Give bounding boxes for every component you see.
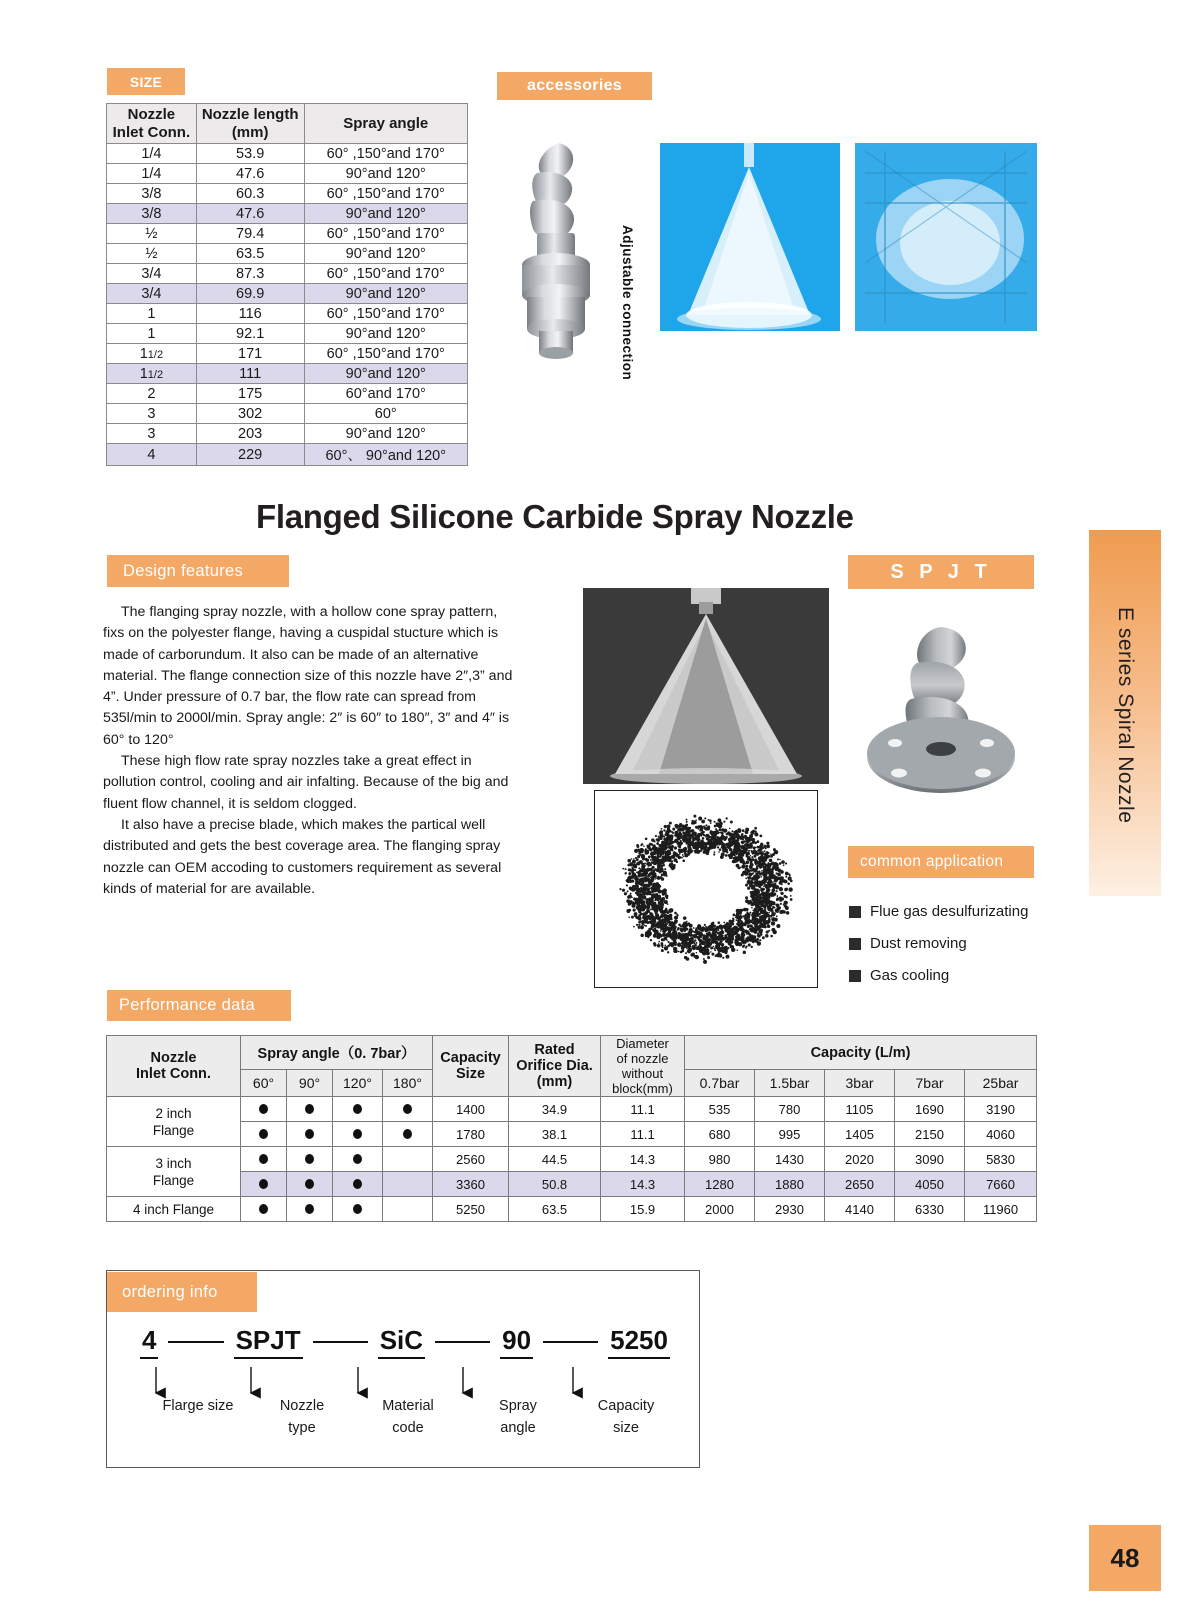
perf-cell-capacity: 535	[685, 1097, 755, 1122]
size-col-nozzle-length	[196, 104, 304, 144]
filled-dot-icon	[259, 1154, 268, 1164]
size-col-nozzle-conn	[107, 104, 197, 144]
size-table-row	[107, 244, 468, 264]
perf-capsize-l1: Capacity	[440, 1050, 501, 1066]
size-cell-angle: 90°and 120°	[304, 284, 468, 304]
filled-dot-icon	[259, 1179, 268, 1189]
size-table-row	[107, 204, 468, 224]
size-cell-angle: 90°and 120°	[304, 324, 468, 344]
filled-dot-icon	[259, 1129, 268, 1139]
flanged-spiral-nozzle-photo	[855, 615, 1035, 805]
ordering-connector-dash	[435, 1341, 490, 1343]
ordering-code-segment: 4	[140, 1325, 158, 1359]
perf-cell-capacity: 980	[685, 1147, 755, 1172]
size-cell-conn: 3	[107, 424, 197, 444]
product-code-tag: S P J T	[848, 555, 1034, 589]
size-cell-length: 302	[196, 404, 304, 424]
size-cell-length: 87.3	[196, 264, 304, 284]
perf-cell-diameter: 14.3	[601, 1172, 685, 1197]
perf-cell-capacity: 6330	[895, 1197, 965, 1222]
perf-col-rated-orifice	[509, 1036, 601, 1097]
perf-cell-capacity: 2150	[895, 1122, 965, 1147]
perf-cell-capacity: 2650	[825, 1172, 895, 1197]
size-cell-conn: 3	[107, 404, 197, 424]
perf-angle-header: 60°	[241, 1070, 287, 1097]
perf-cell-orifice: 38.1	[509, 1122, 601, 1147]
size-table-row	[107, 264, 468, 284]
ordering-connector-dash	[543, 1341, 598, 1343]
design-paragraph-2: These high flow rate spray nozzles take a great effect in pollution control, cooling and air infalting. Because of the big and fluent flow channel, it is seldom clogged.	[103, 753, 509, 812]
size-cell-conn: 1	[107, 304, 197, 324]
perf-cell-angle-mark	[333, 1197, 383, 1222]
size-cell-angle: 60° ,150°and 170°	[304, 304, 468, 324]
perf-diam-l1: Diameter	[616, 1036, 669, 1051]
size-table-row	[107, 384, 468, 404]
ordering-connector-dash	[313, 1341, 368, 1343]
size-table-row	[107, 184, 468, 204]
size-cell-length: 92.1	[196, 324, 304, 344]
hollow-cone-spray-photo	[583, 588, 829, 784]
perf-cell-angle-mark	[241, 1197, 287, 1222]
design-features-tag: Design features	[107, 555, 289, 587]
perf-orifice-l2: Orifice Dia.	[516, 1058, 593, 1074]
perf-header-row-1	[107, 1036, 1037, 1070]
ordering-label: Flarge size	[162, 1398, 234, 1414]
performance-data-tag: Performance data	[107, 990, 291, 1021]
spray-distribution-pattern-photo	[594, 790, 818, 988]
filled-dot-icon	[403, 1104, 412, 1114]
perf-cell-angle-mark	[383, 1097, 433, 1122]
perf-angle-header: 180°	[383, 1070, 433, 1097]
perf-cell-angle-mark	[383, 1172, 433, 1197]
perf-cell-capacity: 780	[755, 1097, 825, 1122]
size-cell-conn: 3/8	[107, 204, 197, 224]
application-item	[849, 960, 1079, 992]
size-cell-length: 171	[196, 344, 304, 364]
perf-nozzle-l2: Inlet Conn.	[136, 1066, 211, 1082]
perf-cell-angle-mark	[383, 1147, 433, 1172]
perf-pressure-header: 25bar	[965, 1070, 1037, 1097]
size-cell-angle: 60° ,150°and 170°	[304, 224, 468, 244]
perf-cell-nozzle-name: 3 inch Flange	[107, 1147, 241, 1197]
spray-installation-photo-blue	[855, 143, 1037, 331]
size-cell-angle: 90°and 120°	[304, 364, 468, 384]
design-paragraph-3: It also have a precise blade, which makes the partical well distributed and gets the best coverage area. The flanging spray nozzle can OEM accoding to customers requirement as several kinds of material for are available.	[103, 816, 502, 897]
perf-cell-orifice: 44.5	[509, 1147, 601, 1172]
adjustable-connection-nozzle-photo	[497, 125, 617, 365]
perf-angle-header: 90°	[287, 1070, 333, 1097]
ordering-code-segment: 5250	[608, 1325, 670, 1359]
size-cell-length: 203	[196, 424, 304, 444]
size-cell-angle: 60° ,150°and 170°	[304, 344, 468, 364]
size-table-row	[107, 344, 468, 364]
perf-cell-angle-mark	[333, 1147, 383, 1172]
perf-pressure-header: 3bar	[825, 1070, 895, 1097]
size-cell-angle: 60° ,150°and 170°	[304, 264, 468, 284]
perf-cell-angle-mark	[383, 1197, 433, 1222]
size-table	[106, 103, 468, 466]
size-cell-conn: 1/4	[107, 164, 197, 184]
perf-diam-l2: of nozzle	[616, 1051, 669, 1066]
size-table-row	[107, 304, 468, 324]
size-cell-length: 111	[196, 364, 304, 384]
perf-cell-angle-mark	[287, 1197, 333, 1222]
perf-cell-angle-mark	[383, 1122, 433, 1147]
filled-dot-icon	[353, 1104, 362, 1114]
size-cell-length: 53.9	[196, 144, 304, 164]
size-cell-length: 229	[196, 444, 304, 466]
size-cell-conn: ½	[107, 224, 197, 244]
adjustable-connection-caption: Adjustable connection	[620, 225, 635, 381]
size-table-header-row	[107, 104, 468, 144]
perf-table-row	[107, 1147, 1037, 1172]
size-cell-conn: 11/2	[107, 364, 197, 384]
filled-dot-icon	[353, 1179, 362, 1189]
perf-cell-capacity: 3090	[895, 1147, 965, 1172]
perf-pressure-header: 0.7bar	[685, 1070, 755, 1097]
size-cell-length: 69.9	[196, 284, 304, 304]
perf-cell-angle-mark	[241, 1147, 287, 1172]
perf-cell-capacity: 995	[755, 1122, 825, 1147]
application-item	[849, 928, 1079, 960]
size-cell-length: 47.6	[196, 204, 304, 224]
ordering-code-segment: 90	[500, 1325, 533, 1359]
perf-cell-diameter: 14.3	[601, 1147, 685, 1172]
size-cell-angle: 60° ,150°and 170°	[304, 184, 468, 204]
size-cell-length: 60.3	[196, 184, 304, 204]
size-col-spray-angle: Spray angle	[304, 104, 468, 144]
perf-col-diameter	[601, 1036, 685, 1097]
perf-cell-capacity: 4060	[965, 1122, 1037, 1147]
size-table-row	[107, 364, 468, 384]
square-bullet-icon	[849, 970, 861, 982]
filled-dot-icon	[353, 1154, 362, 1164]
perf-cell-capacity: 4140	[825, 1197, 895, 1222]
size-table-row	[107, 164, 468, 184]
accessories-tag: accessories	[497, 72, 652, 100]
size-cell-length: 47.6	[196, 164, 304, 184]
perf-cell-angle-mark	[333, 1172, 383, 1197]
size-cell-angle: 60°and 170°	[304, 384, 468, 404]
filled-dot-icon	[305, 1204, 314, 1214]
ordering-label: Nozzle type	[279, 1398, 325, 1436]
perf-cell-capacity: 1105	[825, 1097, 895, 1122]
size-cell-conn: 3/8	[107, 184, 197, 204]
application-label: Gas cooling	[870, 967, 950, 984]
filled-dot-icon	[403, 1129, 412, 1139]
perf-cell-diameter: 15.9	[601, 1197, 685, 1222]
perf-col-spray-angle-group: Spray angle（0. 7bar）	[241, 1036, 433, 1070]
filled-dot-icon	[353, 1129, 362, 1139]
common-application-tag: common application	[848, 846, 1034, 878]
perf-cell-capacity-size: 2560	[433, 1147, 509, 1172]
size-cell-length: 63.5	[196, 244, 304, 264]
size-cell-conn: 3/4	[107, 264, 197, 284]
perf-cell-diameter: 11.1	[601, 1097, 685, 1122]
perf-cell-orifice: 63.5	[509, 1197, 601, 1222]
perf-table-row	[107, 1097, 1037, 1122]
perf-orifice-l3: (mm)	[536, 1074, 573, 1090]
perf-table-row	[107, 1172, 1037, 1197]
perf-cell-angle-mark	[241, 1172, 287, 1197]
perf-capsize-l2: Size	[456, 1066, 486, 1082]
common-application-list	[849, 896, 1079, 992]
perf-cell-angle-mark	[333, 1122, 383, 1147]
perf-cell-capacity-size: 1400	[433, 1097, 509, 1122]
filled-dot-icon	[305, 1179, 314, 1189]
perf-table-row	[107, 1122, 1037, 1147]
filled-dot-icon	[305, 1154, 314, 1164]
filled-dot-icon	[259, 1104, 268, 1114]
perf-cell-orifice: 34.9	[509, 1097, 601, 1122]
perf-orifice-l1: Rated	[534, 1042, 575, 1058]
size-cell-conn: 1/4	[107, 144, 197, 164]
perf-cell-capacity-size: 1780	[433, 1122, 509, 1147]
size-cell-angle: 90°and 120°	[304, 204, 468, 224]
perf-cell-capacity: 4050	[895, 1172, 965, 1197]
perf-table-row	[107, 1197, 1037, 1222]
perf-cell-capacity: 3190	[965, 1097, 1037, 1122]
ordering-code-segment: SiC	[378, 1325, 425, 1359]
ordering-info-tag: ordering info	[107, 1272, 257, 1312]
size-cell-angle: 90°and 120°	[304, 164, 468, 184]
ordering-label: Capacity size	[597, 1398, 655, 1436]
perf-cell-nozzle-name: 2 inch Flange	[107, 1097, 241, 1147]
perf-cell-capacity: 5830	[965, 1147, 1037, 1172]
perf-cell-capacity: 2930	[755, 1197, 825, 1222]
perf-cell-capacity: 1405	[825, 1122, 895, 1147]
design-features-text	[103, 602, 521, 900]
size-cell-angle: 60°	[304, 404, 468, 424]
size-cell-angle: 60°、 90°and 120°	[304, 444, 468, 466]
size-table-row	[107, 324, 468, 344]
size-table-row	[107, 424, 468, 444]
size-table-row	[107, 224, 468, 244]
size-cell-angle: 90°and 120°	[304, 244, 468, 264]
size-col-nozzle-length-l2: (mm)	[231, 123, 269, 141]
perf-cell-capacity: 680	[685, 1122, 755, 1147]
size-table-row	[107, 144, 468, 164]
perf-cell-capacity: 1690	[895, 1097, 965, 1122]
page-title: Flanged Silicone Carbide Spray Nozzle	[256, 498, 854, 535]
ordering-code-segment: SPJT	[234, 1325, 303, 1359]
perf-cell-angle-mark	[287, 1097, 333, 1122]
perf-col-nozzle-conn	[107, 1036, 241, 1097]
size-cell-conn: 1	[107, 324, 197, 344]
filled-dot-icon	[305, 1129, 314, 1139]
perf-cell-angle-mark	[241, 1122, 287, 1147]
size-cell-conn: 3/4	[107, 284, 197, 304]
perf-cell-angle-mark	[287, 1147, 333, 1172]
perf-diam-l3: without	[621, 1066, 664, 1081]
application-item	[849, 896, 1079, 928]
square-bullet-icon	[849, 938, 861, 950]
size-cell-length: 116	[196, 304, 304, 324]
design-paragraph-1: The flanging spray nozzle, with a hollow cone spray pattern, fixs on the polyester flange, having a cuspidal stucture which is made of carborundum. It also can be made of an alternative material. The flange connection size of this nozzle have 2″,3” and 4”. Under pressure of 0.7 bar, the flow rate can spread from 535l/min to 2000l/min. Spray angle: 2″ is 60″ to 180″, 3″ and 4″ is 60° to 120°	[103, 604, 513, 748]
ordering-label: Spray angle	[499, 1398, 537, 1436]
perf-cell-capacity: 11960	[965, 1197, 1037, 1222]
size-col-nozzle-length-l1: Nozzle length	[201, 106, 299, 124]
perf-cell-capacity: 2020	[825, 1147, 895, 1172]
size-cell-conn: ½	[107, 244, 197, 264]
perf-cell-capacity: 1880	[755, 1172, 825, 1197]
perf-pressure-header: 1.5bar	[755, 1070, 825, 1097]
perf-cell-angle-mark	[333, 1097, 383, 1122]
filled-dot-icon	[259, 1204, 268, 1214]
ordering-label: Material code	[382, 1398, 434, 1436]
page-number: 48	[1089, 1525, 1161, 1591]
perf-cell-nozzle-name: 4 inch Flange	[107, 1197, 241, 1222]
spray-cone-photo-blue	[660, 143, 840, 331]
size-cell-conn: 2	[107, 384, 197, 404]
perf-table-body	[107, 1097, 1037, 1222]
perf-pressure-header: 7bar	[895, 1070, 965, 1097]
performance-data-table	[106, 1035, 1037, 1222]
ordering-connector-dash	[168, 1341, 223, 1343]
perf-col-capacity-group: Capacity (L/m)	[685, 1036, 1037, 1070]
size-table-row	[107, 404, 468, 424]
series-side-tab-label: E series Spiral Nozzle	[1114, 606, 1137, 824]
size-section-tag: SIZE	[107, 68, 185, 95]
perf-cell-capacity: 7660	[965, 1172, 1037, 1197]
size-col-nozzle-conn-l2: Inlet Conn.	[112, 123, 191, 141]
perf-cell-capacity: 1280	[685, 1172, 755, 1197]
size-cell-length: 175	[196, 384, 304, 404]
size-table-row	[107, 444, 468, 466]
size-cell-conn: 4	[107, 444, 197, 466]
ordering-code-row	[140, 1325, 670, 1359]
size-table-row	[107, 284, 468, 304]
perf-cell-capacity-size: 3360	[433, 1172, 509, 1197]
perf-cell-angle-mark	[287, 1172, 333, 1197]
perf-cell-capacity: 1430	[755, 1147, 825, 1172]
perf-diam-l4: block(mm)	[612, 1081, 673, 1096]
perf-cell-diameter: 11.1	[601, 1122, 685, 1147]
filled-dot-icon	[353, 1204, 362, 1214]
perf-angle-header: 120°	[333, 1070, 383, 1097]
perf-cell-capacity: 2000	[685, 1197, 755, 1222]
perf-nozzle-l1: Nozzle	[150, 1050, 197, 1066]
application-label: Flue gas desulfurizating	[870, 903, 1029, 920]
perf-cell-capacity-size: 5250	[433, 1197, 509, 1222]
size-cell-angle: 60° ,150°and 170°	[304, 144, 468, 164]
filled-dot-icon	[305, 1104, 314, 1114]
size-cell-conn: 11/2	[107, 344, 197, 364]
size-col-nozzle-conn-l1: Nozzle	[127, 106, 176, 124]
size-cell-length: 79.4	[196, 224, 304, 244]
perf-cell-angle-mark	[241, 1097, 287, 1122]
perf-col-capacity-size	[433, 1036, 509, 1097]
application-label: Dust removing	[870, 935, 967, 952]
square-bullet-icon	[849, 906, 861, 918]
perf-cell-orifice: 50.8	[509, 1172, 601, 1197]
size-table-body	[107, 144, 468, 466]
size-cell-angle: 90°and 120°	[304, 424, 468, 444]
perf-cell-angle-mark	[287, 1122, 333, 1147]
